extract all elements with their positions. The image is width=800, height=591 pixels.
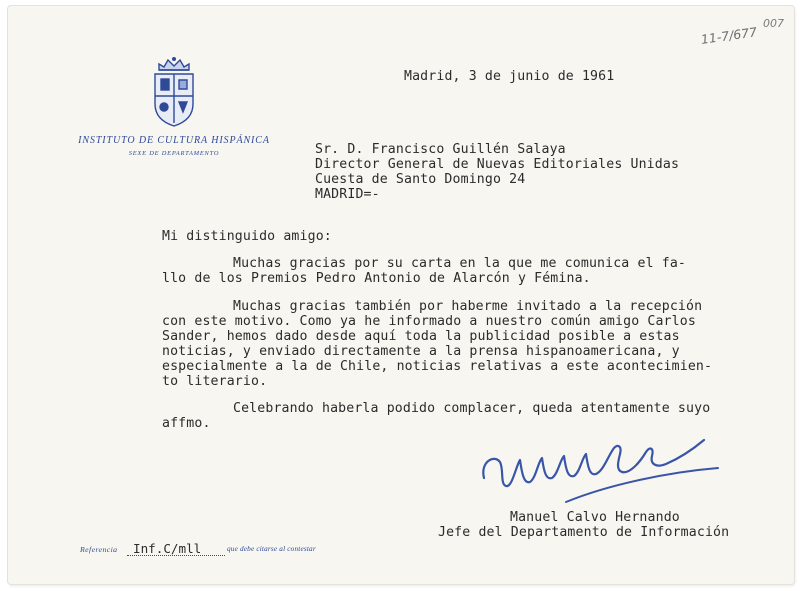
archive-number: 007 [763, 17, 784, 30]
paragraph-line: llo de los Premios Pedro Antonio de Alarcón y Fémina. [162, 271, 591, 286]
institution-name: INSTITUTO DE CULTURA HISPÁNICA [78, 135, 270, 146]
paragraph-line: con este motivo. Como ya he informado a nuestro común amigo Carlos [162, 314, 696, 329]
recipient-city: MADRID=- [315, 187, 380, 202]
letter-sheet [8, 6, 794, 584]
reference-label: Referencia [80, 545, 118, 554]
paragraph-line: Muchas gracias por su carta en la que me comunica el fa- [233, 256, 687, 271]
paragraph-line: especialmente a la de Chile, noticias relativas a este acontecimien- [162, 359, 713, 374]
handwritten-signature-icon [470, 418, 730, 508]
department-subtitle: SEXE DE DEPARTAMENTO [128, 150, 220, 157]
paragraph-line: Sander, hemos dado desde aquí toda la publicidad posible a estas [162, 329, 680, 344]
paragraph-line: to literario. [162, 374, 268, 389]
closing-line: Celebrando haberla podido complacer, queda atentamente suyo [233, 401, 711, 416]
paragraph-line: noticias, y enviado directamente a la prensa hispanoamericana, y [162, 344, 680, 359]
reference-code: Inf.C/mll [133, 541, 202, 556]
date-line: Madrid, 3 de junio de 1961 [404, 69, 615, 84]
paragraph-line: Muchas gracias también por haberme invitado a la recepción [233, 299, 703, 314]
reference-note: que debe citarse al contestar [227, 545, 316, 553]
closing-line: affmo. [162, 416, 211, 431]
recipient-title: Director General de Nuevas Editoriales Unidas [315, 157, 680, 172]
signer-name: Manuel Calvo Hernando [510, 510, 680, 525]
recipient-address: Cuesta de Santo Domingo 24 [315, 172, 526, 187]
salutation: Mi distinguido amigo: [162, 229, 332, 244]
coat-of-arms-icon [150, 56, 198, 132]
signer-position: Jefe del Departamento de Información [438, 525, 730, 540]
recipient-name: Sr. D. Francisco Guillén Salaya [315, 142, 566, 157]
archive-code: 11-7/677 [699, 24, 758, 47]
